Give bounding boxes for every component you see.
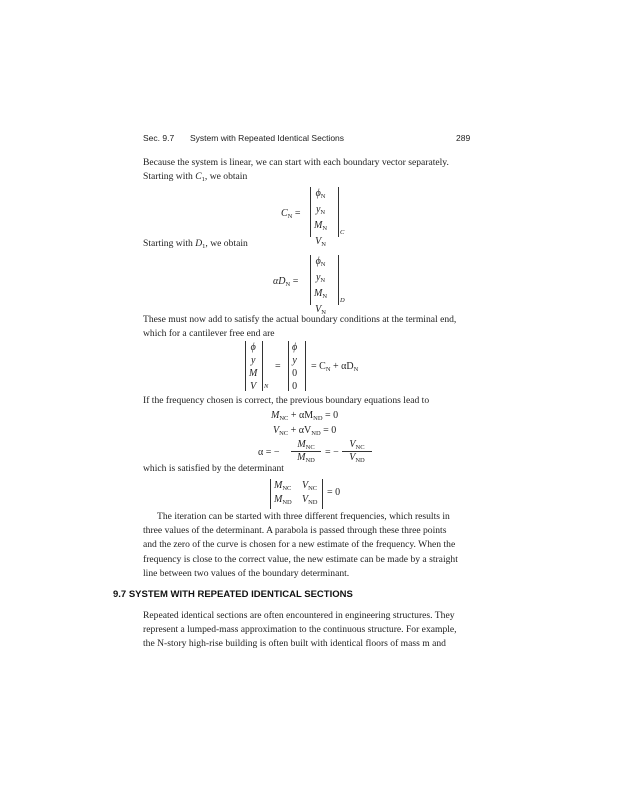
equation-shear: $V_{NC} + \alpha V_{ND} = 0$ (273, 425, 337, 437)
paragraph-7-line-1: Repeated identical sections are often encountered in engineering structures. They (143, 610, 455, 621)
page-number: 289 (456, 133, 471, 143)
paragraph-7 (143, 609, 488, 652)
paragraph-1-line-1: Because the system is linear, we can start with each boundary vector separately. (143, 157, 449, 168)
paragraph-6-line-1: The iteration can be started with three different frequencies, which results in (157, 511, 450, 522)
equation-boundary-conditions: ϕ y M V N = ϕ y 0 0 = $C_N + \alpha D_N$ (245, 341, 385, 397)
paragraph-6-line-4: frequency is close to the correct value, the new estimate can be made by a straight (143, 553, 458, 565)
section-heading: 9.7 SYSTEM WITH REPEATED IDENTICAL SECTIONS (113, 589, 353, 600)
paragraph-1-line-2: Starting with $C_1$, we obtain (143, 171, 248, 184)
equation-determinant: $M_{NC}$ $V_{NC}$ $M_{ND}$ $V_{ND}$ = 0 (270, 479, 360, 511)
paragraph-4: If the frequency chosen is correct, the previous boundary equations lead to (143, 395, 430, 406)
paragraph-6-line-5: line between two values of the boundary determinant. (143, 567, 350, 579)
equation-dn-vector: $\alpha D_N$ = $\phi_N$ $y_N$ $M_N$ $V_N$ D (273, 256, 345, 316)
paragraph-3-line-1: These must now add to satisfy the actual boundary conditions at the terminal end, (143, 314, 457, 325)
equation-alpha: α = − $M_{NC}$ $M_{ND}$ = − $V_{NC}$ $V_{ND}$ (258, 439, 378, 467)
paragraph-6-line-2: three values of the determinant. A parabola is passed through these three points (143, 525, 447, 537)
paragraph-1 (143, 156, 483, 187)
running-header-section: Sec. 9.7 (143, 133, 175, 143)
paragraph-3-line-2: which for a cantilever free end are (143, 328, 275, 340)
paragraph-2: Starting with $D_1$, we obtain (143, 238, 248, 250)
running-header-title: System with Repeated Identical Sections (190, 133, 345, 143)
paragraph-5: which is satisfied by the determinant (143, 463, 284, 474)
equation-moment: $M_{NC} + \alpha M_{ND} = 0$ (271, 410, 339, 422)
paragraph-7-line-2: represent a lumped-mass approximation to the continuous structure. For example, (143, 624, 457, 636)
paragraph-6 (143, 510, 488, 581)
equation-cn-vector: $C_N$ = $\phi_N$ $y_N$ $M_N$ $V_N$ C (281, 188, 345, 248)
paragraph-3 (143, 313, 483, 341)
paragraph-7-line-3: the N-story high-rise building is often built with identical floors of mass m and (143, 638, 446, 650)
paragraph-6-line-3: and the zero of the curve is chosen for a new estimate of the frequency. When the (143, 539, 456, 551)
